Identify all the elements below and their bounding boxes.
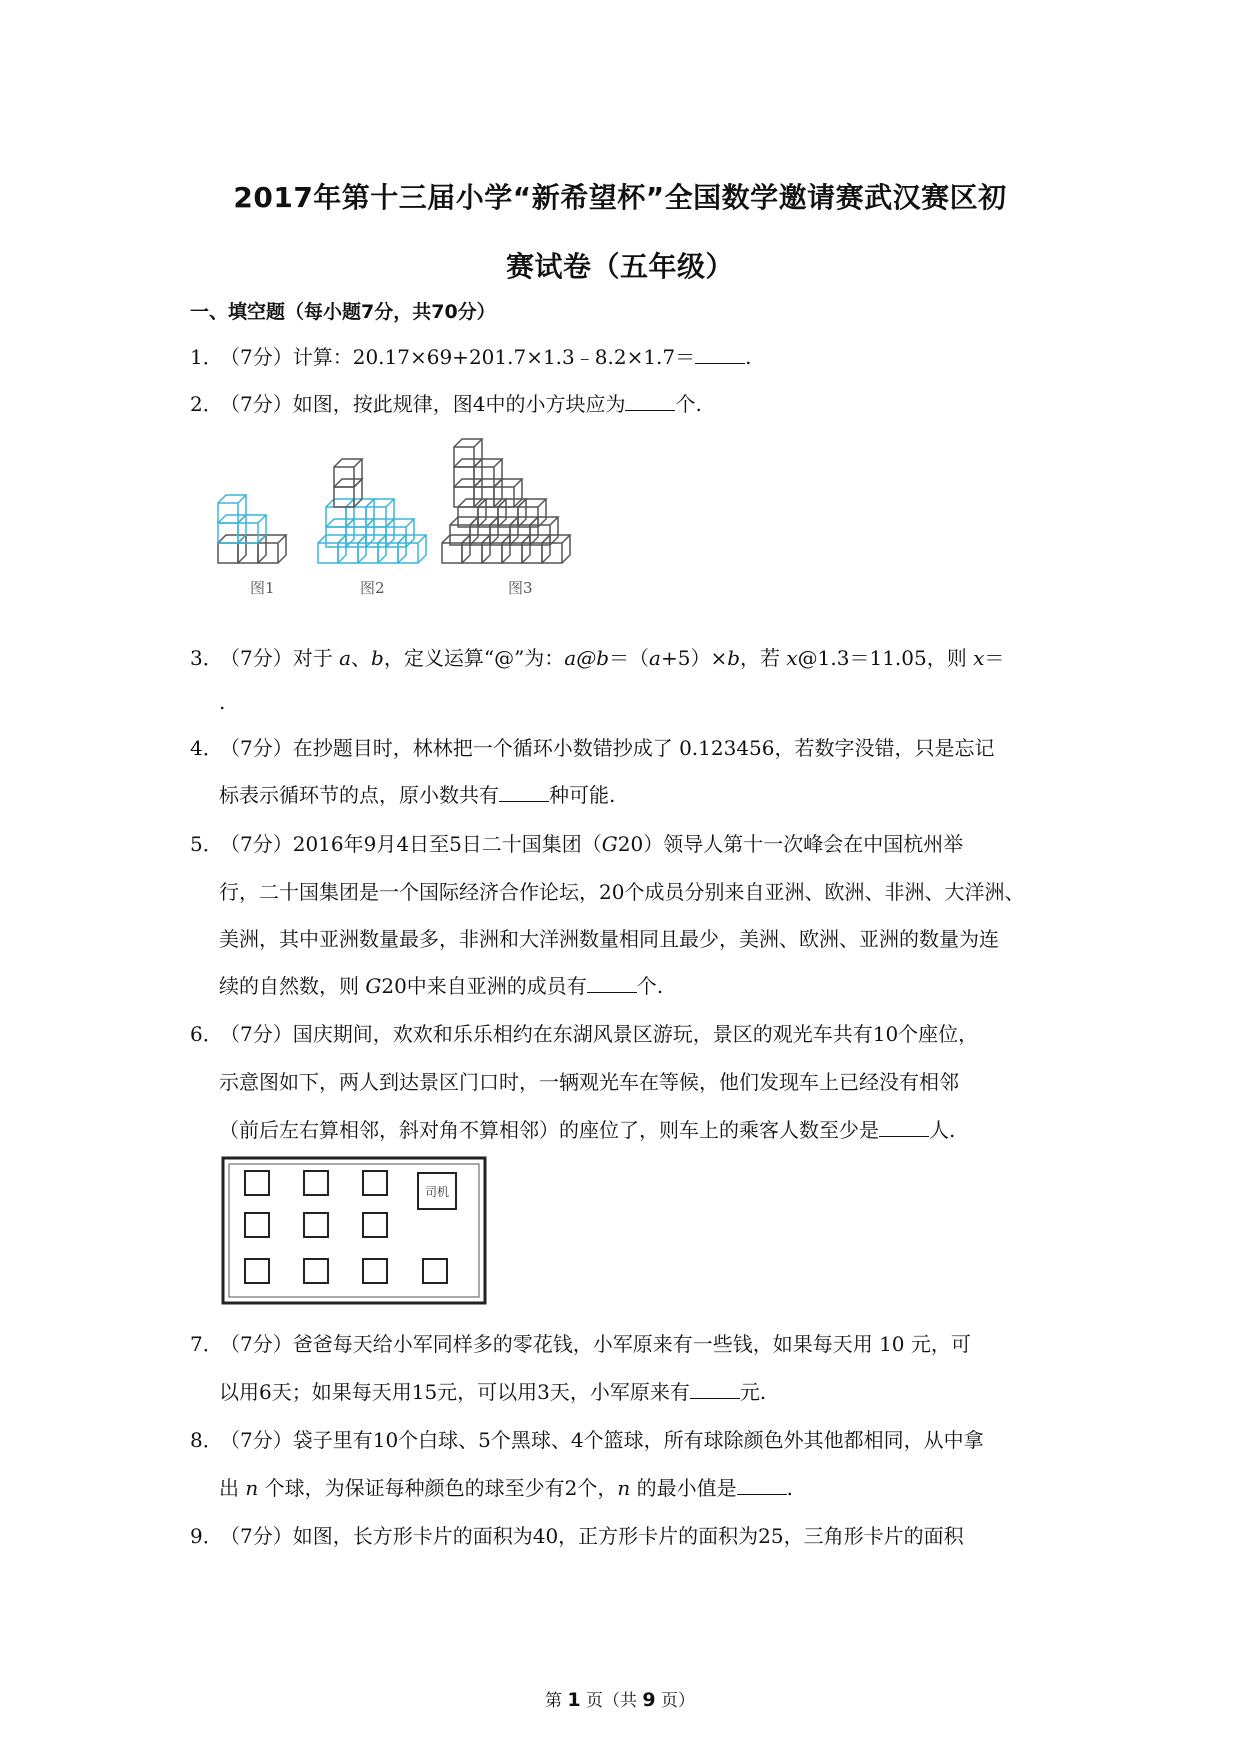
figure-label-1: 图1	[250, 579, 275, 597]
question-1: 1．（7分）计算：20.17×69+201.7×1.3﹣8.2×1.7＝ .	[190, 345, 752, 369]
question-5: 5．（7分）2016年9月4日至5日二十国集团（G20）领导人第十一次峰会在中国杭州举	[190, 832, 964, 856]
driver-label: 司机	[424, 1185, 450, 1199]
seat	[423, 1259, 447, 1283]
question-2: 2．（7分）如图，按此规律，图4中的小方块应为 个.	[190, 392, 702, 416]
bus-outline	[223, 1158, 485, 1303]
question-9: 9．（7分）如图，长方形卡片的面积为40，正方形卡片的面积为25，三角形卡片的面积	[190, 1524, 964, 1548]
seat	[304, 1259, 328, 1283]
bus-seat-diagram	[220, 1155, 490, 1307]
question-3: 3．（7分）对于 a、b，定义运算“@”为：a@b＝（a+5）×b，若 x@1.3＝11.05，则 x＝	[190, 646, 1005, 670]
question-8-cont: 出 n 个球，为保证每种颜色的球至少有2个，n 的最小值是 .	[219, 1476, 793, 1500]
answer-blank	[499, 783, 549, 802]
cube-pattern-figure	[210, 425, 610, 600]
question-5-line-4: 续的自然数，则 G20中来自亚洲的成员有 个.	[219, 974, 664, 998]
seat	[245, 1259, 269, 1283]
question-7-cont: 以用6天；如果每天用15元，可以用3天，小军原来有 元.	[219, 1380, 767, 1404]
bus-inner-border	[229, 1164, 479, 1297]
seat	[245, 1171, 269, 1195]
title-line-1: 2017年第十三届小学“新希望杯”全国数学邀请赛武汉赛区初	[233, 181, 1007, 214]
seat	[363, 1213, 387, 1237]
question-8: 8．（7分）袋子里有10个白球、5个黑球、4个篮球，所有球除颜色外其他都相同，从中拿	[190, 1428, 984, 1452]
question-4: 4．（7分）在抄题目时，林林把一个循环小数错抄成了 0.123456，若数字没错，只是忘记	[190, 736, 995, 760]
question-3-cont: .	[219, 690, 226, 714]
section-heading: 一、填空题（每小题7分，共70分）	[190, 301, 496, 323]
question-6: 6．（7分）国庆期间，欢欢和乐乐相约在东湖风景区游玩，景区的观光车共有10个座位，	[190, 1022, 979, 1046]
answer-blank	[625, 392, 675, 411]
figure-label-3: 图3	[508, 579, 533, 597]
page-footer: 第 1 页（共 9 页）	[544, 1689, 696, 1711]
seat	[363, 1259, 387, 1283]
answer-blank	[879, 1118, 929, 1137]
answer-blank	[695, 345, 745, 364]
question-7: 7．（7分）爸爸每天给小军同样多的零花钱，小军原来有一些钱，如果每天用 10 元，可	[190, 1332, 971, 1356]
title-line-2: 赛试卷（五年级）	[505, 250, 734, 283]
question-6-line-2: 示意图如下，两人到达景区门口时，一辆观光车在等候，他们发现车上已经没有相邻	[219, 1070, 959, 1094]
seat	[245, 1213, 269, 1237]
seat	[304, 1171, 328, 1195]
question-5-line-3: 美洲，其中亚洲数量最多，非洲和大洋洲数量相同且最少，美洲、欧洲、亚洲的数量为连	[219, 927, 999, 951]
answer-blank	[690, 1380, 740, 1399]
answer-blank	[737, 1476, 787, 1495]
question-6-line-3: （前后左右算相邻，斜对角不算相邻）的座位了，则车上的乘客人数至少是 人.	[219, 1118, 956, 1142]
seat	[363, 1171, 387, 1195]
seat	[304, 1213, 328, 1237]
question-5-line-2: 行，二十国集团是一个国际经济合作论坛，20个成员分别来自亚洲、欧洲、非洲、大洋洲、	[219, 880, 1025, 904]
figure-label-2: 图2	[360, 579, 385, 597]
answer-blank	[587, 974, 637, 993]
seat-grid	[245, 1171, 450, 1283]
question-4-cont: 标表示循环节的点，原小数共有 种可能.	[219, 783, 616, 807]
